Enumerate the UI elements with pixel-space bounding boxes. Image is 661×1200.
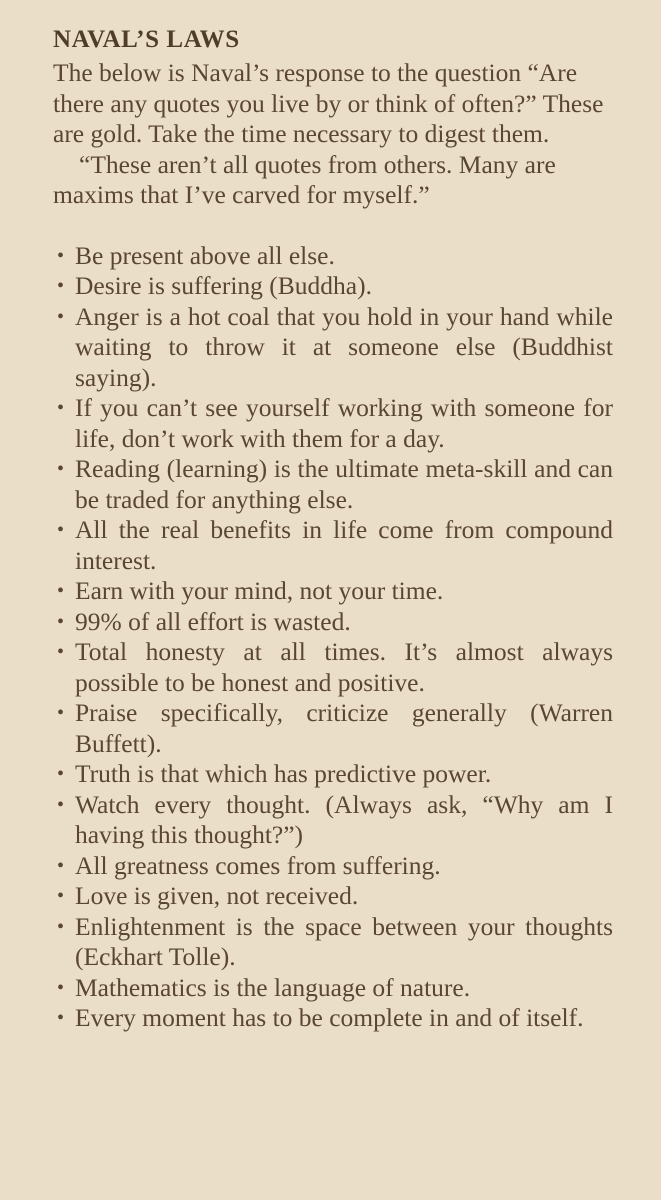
- laws-list: [53, 241, 613, 1034]
- law-text: Love is given, not received.: [75, 881, 359, 910]
- list-item: [53, 515, 613, 576]
- bullet-icon: •: [57, 244, 65, 267]
- law-text: Anger is a hot coal that you hold in your hand while waiting to throw it at someone else (Buddhist saying).: [75, 301, 613, 392]
- list-item: [53, 393, 613, 454]
- bullet-icon: •: [57, 702, 65, 724]
- bullet-icon: •: [57, 458, 65, 480]
- list-item: [53, 698, 613, 759]
- bullet-icon: •: [57, 641, 65, 663]
- list-item: [53, 576, 613, 607]
- list-item: [53, 302, 613, 394]
- bullet-icon: •: [57, 610, 65, 633]
- law-text: 99% of all effort is wasted.: [75, 606, 351, 636]
- list-item: [53, 637, 613, 698]
- list-item: [53, 271, 613, 302]
- intro-quote-paragraph: “These aren’t all quotes from others. Many are maxims that I’ve carved for myself.”: [53, 149, 556, 209]
- bullet-icon: •: [57, 519, 65, 541]
- list-item: [53, 759, 613, 790]
- list-item: [53, 790, 613, 851]
- list-item: [53, 1003, 613, 1034]
- law-text: Be present above all else.: [75, 240, 335, 270]
- bullet-icon: •: [57, 397, 65, 419]
- list-item: [53, 973, 613, 1004]
- bullet-icon: •: [57, 1007, 65, 1029]
- intro-paragraph: The below is Naval’s response to the question “Are there any quotes you live by or think of often?” These are gold. Take the time necessary to digest them.: [53, 58, 604, 148]
- list-item: [53, 607, 613, 638]
- bullet-icon: •: [57, 854, 65, 877]
- bullet-icon: •: [57, 885, 65, 907]
- law-text: All the real benefits in life come from compound interest.: [75, 515, 613, 575]
- bullet-icon: •: [57, 793, 65, 816]
- list-item: [53, 912, 613, 973]
- list-item: [53, 241, 613, 272]
- bullet-icon: •: [57, 305, 65, 328]
- bullet-icon: •: [57, 763, 65, 785]
- law-text: Praise specifically, criticize generally (Warren Buffett).: [75, 698, 613, 758]
- law-text: Watch every thought. (Always ask, “Why am I having this thought?”): [75, 789, 613, 849]
- law-text: Earn with your mind, not your time.: [75, 576, 444, 605]
- law-text: Enlightenment is the space between your thoughts (Eckhart Tolle).: [75, 911, 613, 971]
- list-item: [53, 851, 613, 882]
- bullet-icon: •: [57, 976, 65, 999]
- law-text: Reading (learning) is the ultimate meta-skill and can be traded for anything else.: [75, 454, 613, 514]
- law-text: Desire is suffering (Buddha).: [75, 271, 372, 300]
- law-text: Every moment has to be complete in and of itself.: [75, 1003, 584, 1032]
- bullet-icon: •: [57, 275, 65, 297]
- bullet-icon: •: [57, 580, 65, 602]
- law-text: If you can’t see yourself working with someone for life, don’t work with them for a day.: [75, 393, 613, 453]
- law-text: Mathematics is the language of nature.: [75, 972, 471, 1002]
- page-title: NAVAL’S LAWS: [53, 26, 240, 53]
- law-text: Total honesty at all times. It’s almost always possible to be honest and positive.: [75, 637, 613, 697]
- bullet-icon: •: [57, 915, 65, 938]
- law-text: Truth is that which has predictive power.: [75, 759, 492, 788]
- list-item: [53, 454, 613, 515]
- list-item: [53, 881, 613, 912]
- law-text: All greatness comes from suffering.: [75, 850, 441, 880]
